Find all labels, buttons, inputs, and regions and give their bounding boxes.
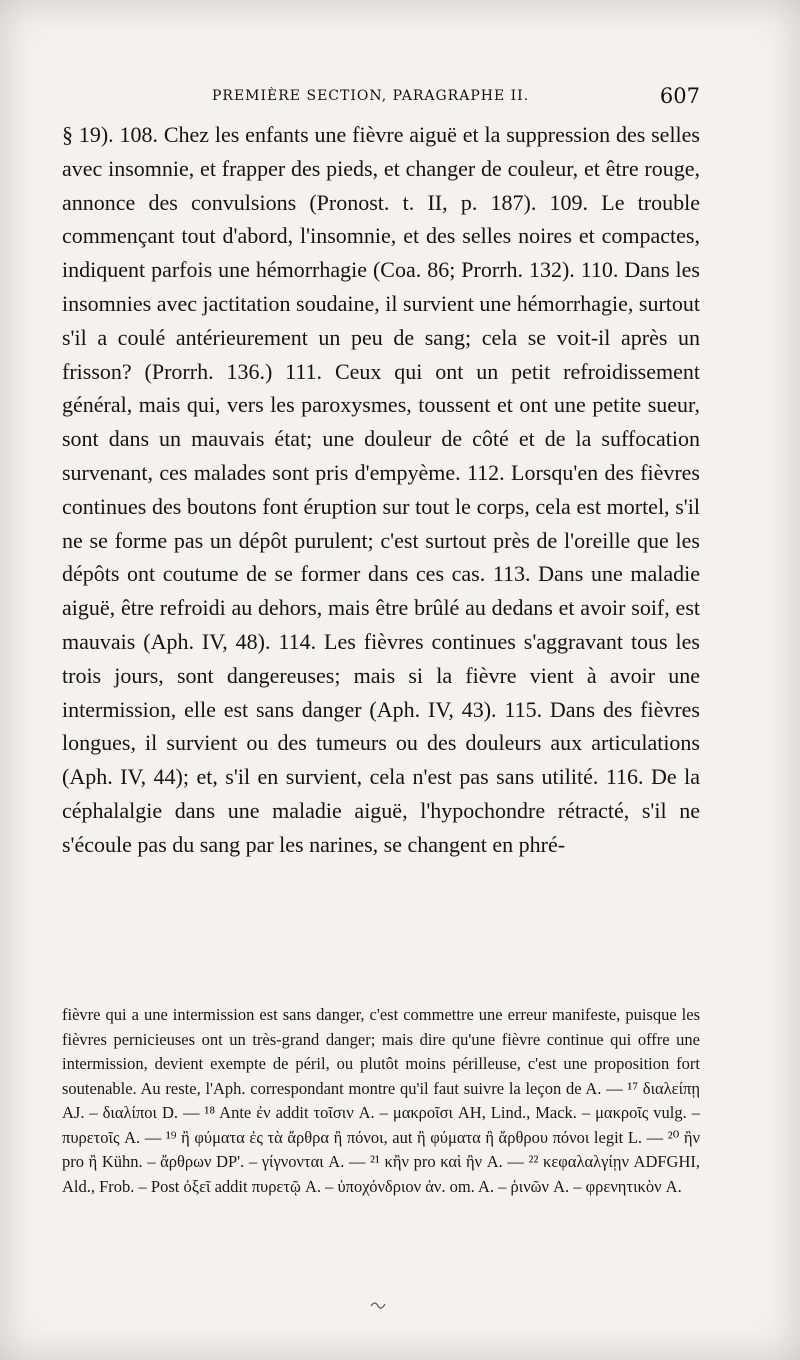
running-title: PREMIÈRE SECTION, PARAGRAPHE II. [212, 88, 530, 104]
printer-mark-icon [368, 1298, 388, 1312]
page-number: 607 [659, 84, 700, 108]
page-header [62, 84, 700, 114]
footnote-paragraph: fièvre qui a une intermission est sans danger, c'est commettre une erreur manifeste, puisque les fièvres pernicieuses ont un très-grand danger; mais dire qu'une fièvre continue qui offre une intermission, devient exempte de péril, ou plutôt moins périlleuse, c'est une proposition fort soutenable. Au reste, l'Aph. correspondant montre qu'il faut suivre la leçon de A. — ¹⁷ διαλείπῃ AJ. – διαλίποι D. — ¹⁸ Ante ἐν addit τοῖσιν A. – μακροῖσι AH, Lind., Mack. – μακροῖς vulg. – πυρετοῖς A. — ¹⁹ ἢ φύματα ἐς τὰ ἄρθρα ἢ πόνοι, aut ἢ φύματα ἢ ἄρθρου πόνοι legit L. — ²⁰ ἢν pro ἢ Kühn. – ἄρθρων DP'. – γίγνονται A. — ²¹ κἢν pro καὶ ἢν A. — ²² κεφαλαλγίῃν ADFGHI, Ald., Frob. – Post ὀξεῖ addit πυρετῷ A. – ὑποχόνδριον ἀν. om. A. – ῥινῶν A. – φρενητικὸν A. [62, 1005, 700, 1196]
footnotes [62, 1003, 700, 1199]
main-paragraph: § 19). 108. Chez les enfants une fièvre aiguë et la suppression des selles avec insomnie, et frapper des pieds, et changer de couleur, et être rouge, annonce des convulsions (Pronost. t. II, p. 187). 109. Le trouble commençant tout d'abord, l'insomnie, et des selles noires et compactes, indiquent parfois une hémorrhagie (Coa. 86; Prorrh. 132). 110. Dans les insomnies avec jactitation soudaine, il survient une hémorrhagie, surtout s'il a coulé antérieurement un peu de sang; cela se voit-il après un frisson? (Prorrh. 136.) 111. Ceux qui ont un petit refroidissement général, mais qui, vers les paroxysmes, toussent et ont une petite sueur, sont dans un mauvais état; une douleur de côté et de la suffocation survenant, ces malades sont pris d'empyème. 112. Lorsqu'en des fièvres continues des boutons font éruption sur tout le corps, cela est mortel, s'il ne se forme pas un dépôt purulent; c'est surtout près de l'oreille que les dépôts ont coutume de se former dans ces cas. 113. Dans une maladie aiguë, être refroidi au dehors, mais être brûlé au dedans et avoir soif, est mauvais (Aph. IV, 48). 114. Les fièvres continues s'aggravant tous les trois jours, sont dangereuses; mais si la fièvre vient à avoir une intermission, elle est sans danger (Aph. IV, 43). 115. Dans des fièvres longues, il survient ou des tumeurs ou des douleurs aux articulations (Aph. IV, 44); et, s'il en survient, cela n'est pas sans utilité. 116. De la céphalalgie dans une maladie aiguë, l'hypochondre rétracté, s'il ne s'écoule pas du sang par les narines, se changent en phré- [62, 122, 700, 857]
main-text [62, 118, 700, 862]
